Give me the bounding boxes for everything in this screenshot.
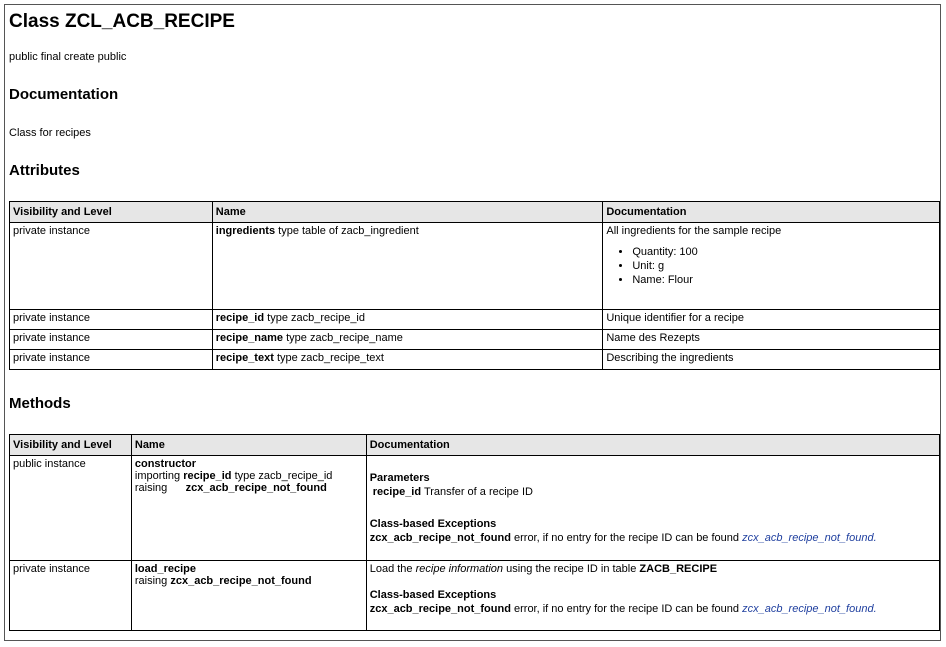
- column-header: Name: [131, 435, 366, 456]
- raising-exception: zcx_acb_recipe_not_found: [185, 482, 327, 494]
- doc-text-emphasis: recipe information: [415, 563, 504, 575]
- exception-name: zcx_acb_recipe_not_found: [369, 532, 511, 544]
- column-header: Visibility and Level: [10, 435, 132, 456]
- visibility-cell: private instance: [10, 223, 213, 310]
- doc-text-mid: using the recipe ID in table: [506, 563, 637, 575]
- importing-label: importing: [134, 470, 181, 482]
- list-item: • Quantity: 100: [632, 245, 936, 259]
- raising-label: raising: [134, 575, 168, 587]
- table-row: [10, 223, 940, 310]
- methods-heading: Methods: [9, 395, 71, 412]
- parameters-heading: Parameters: [369, 472, 430, 484]
- documentation-text: Class for recipes: [9, 127, 91, 139]
- name-cell: [131, 561, 366, 631]
- doc-cell: [366, 456, 939, 561]
- name-cell: [212, 330, 603, 350]
- method-name: constructor: [134, 458, 196, 470]
- attribute-doc: All ingredients for the sample recipe: [606, 225, 782, 237]
- name-cell: [212, 310, 603, 330]
- bullet-list: [606, 245, 936, 287]
- doc-cell: [603, 223, 940, 310]
- list-item: • Name: Flour: [632, 273, 936, 287]
- table-row: [10, 350, 940, 370]
- visibility-cell: private instance: [10, 330, 213, 350]
- column-header: Documentation: [603, 202, 940, 223]
- documentation-heading: Documentation: [9, 86, 119, 103]
- method-name: load_recipe: [134, 563, 197, 575]
- attribute-type: type zacb_recipe_name: [286, 332, 403, 344]
- raising-exception: zcx_acb_recipe_not_found: [170, 575, 312, 587]
- column-header: Documentation: [366, 435, 939, 456]
- column-header: Name: [212, 202, 603, 223]
- exception-desc: error, if no entry for the recipe ID can be found: [514, 532, 740, 544]
- param-desc: Transfer of a recipe ID: [423, 486, 533, 498]
- exceptions-heading: Class-based Exceptions: [369, 518, 497, 530]
- name-cell: [212, 223, 603, 310]
- list-item: • Unit: g: [632, 259, 936, 273]
- class-doc-frame: [4, 4, 941, 641]
- doc-text-pre: Load the: [369, 563, 413, 575]
- attribute-type: type zacb_recipe_id: [267, 312, 365, 324]
- table-row: [10, 456, 940, 561]
- table-row: [10, 330, 940, 350]
- attribute-name: recipe_text: [215, 352, 274, 364]
- name-cell: [212, 350, 603, 370]
- name-cell: [131, 456, 366, 561]
- table-row: [10, 561, 940, 631]
- methods-table: [9, 434, 940, 631]
- attribute-type: type zacb_recipe_text: [276, 352, 384, 364]
- doc-cell: Name des Rezepts: [603, 330, 940, 350]
- attribute-type: type table of zacb_ingredient: [278, 225, 419, 237]
- exception-desc: error, if no entry for the recipe ID can be found: [514, 603, 740, 615]
- doc-cell: [366, 561, 939, 631]
- attributes-table: [9, 201, 940, 370]
- raising-label: raising: [134, 482, 168, 494]
- page-title: Class ZCL_ACB_RECIPE: [9, 11, 235, 32]
- visibility-cell: public instance: [10, 456, 132, 561]
- table-row: [10, 310, 940, 330]
- importing-type: type zacb_recipe_id: [234, 470, 333, 482]
- importing-param: recipe_id: [183, 470, 232, 482]
- visibility-cell: private instance: [10, 310, 213, 330]
- exception-link[interactable]: zcx_acb_recipe_not_found.: [742, 532, 877, 544]
- table-header-row: [10, 435, 940, 456]
- param-name: recipe_id: [372, 486, 422, 498]
- attribute-name: recipe_name: [215, 332, 284, 344]
- attribute-name: recipe_id: [215, 312, 265, 324]
- exception-link[interactable]: zcx_acb_recipe_not_found.: [742, 603, 877, 615]
- table-header-row: [10, 202, 940, 223]
- class-signature: public final create public: [9, 51, 127, 63]
- attributes-heading: Attributes: [9, 162, 80, 179]
- doc-cell: Unique identifier for a recipe: [603, 310, 940, 330]
- exception-name: zcx_acb_recipe_not_found: [369, 603, 511, 615]
- exceptions-heading: Class-based Exceptions: [369, 589, 497, 601]
- doc-table-name: ZACB_RECIPE: [639, 563, 718, 575]
- visibility-cell: private instance: [10, 561, 132, 631]
- visibility-cell: private instance: [10, 350, 213, 370]
- doc-cell: Describing the ingredients: [603, 350, 940, 370]
- attribute-name: ingredients: [215, 225, 276, 237]
- column-header: Visibility and Level: [10, 202, 213, 223]
